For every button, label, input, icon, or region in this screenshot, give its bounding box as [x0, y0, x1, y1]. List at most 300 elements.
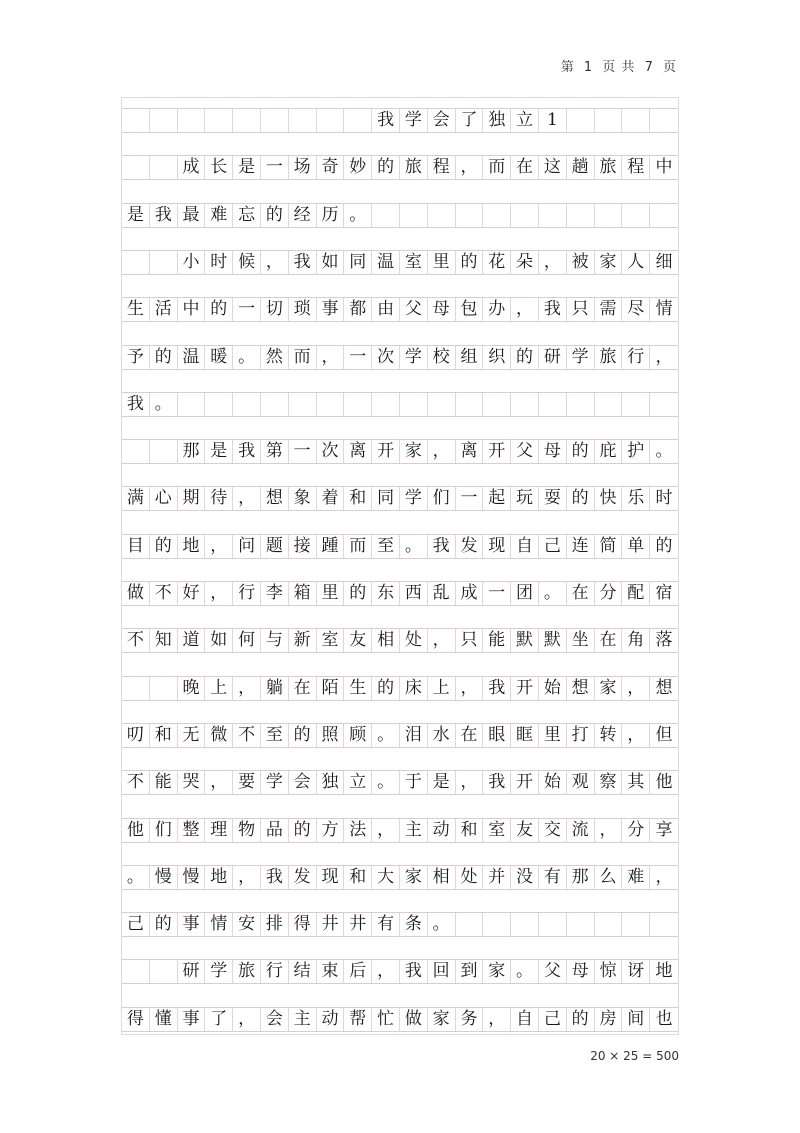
grid-cell	[567, 204, 595, 227]
grid-cell: 旅	[595, 346, 623, 369]
grid-cell: 护	[622, 440, 650, 463]
grid-cell: 井	[344, 913, 372, 936]
grid-cell: 分	[622, 819, 650, 842]
grid-cell	[150, 677, 178, 700]
grid-cell: 父	[511, 440, 539, 463]
grid-cell: 己	[539, 535, 567, 558]
grid-cell: 旅	[400, 156, 428, 179]
grid-cell	[122, 440, 150, 463]
grid-cell: 动	[428, 819, 456, 842]
grid-cell: ，	[539, 251, 567, 274]
grid-cell: 现	[483, 535, 511, 558]
grid-cell: 我	[289, 251, 317, 274]
grid-cell: 何	[233, 629, 261, 652]
grid-cell: 次	[372, 346, 400, 369]
grid-cell: 东	[372, 582, 400, 605]
grid-cell: 第	[261, 440, 289, 463]
grid-cell: 落	[655, 630, 673, 651]
grid-cell: 得	[289, 913, 317, 936]
grid-cell: 快	[595, 487, 623, 510]
page-label-suffix: 页	[662, 60, 677, 75]
grid-cell: 室	[483, 819, 511, 842]
grid-cell: 回	[428, 960, 456, 983]
grid-cell: 尽	[622, 298, 650, 321]
grid-cell	[205, 393, 233, 416]
grid-cell: ，	[595, 819, 623, 842]
grid-cell: 家	[428, 1008, 456, 1031]
grid-cell: 一	[483, 582, 511, 605]
grid-cell: 。	[150, 393, 178, 416]
grid-cell: 简	[595, 535, 623, 558]
grid-cell: 庇	[595, 440, 623, 463]
grid-cell: 默	[511, 629, 539, 652]
grid-cell: 与	[261, 629, 289, 652]
grid-cell: ，	[456, 156, 484, 179]
grid-cell: 眶	[511, 724, 539, 747]
grid-cell: 躺	[261, 677, 289, 700]
grid-cell: 单	[622, 535, 650, 558]
grid-cell: 地	[205, 866, 233, 889]
grid-cell: 包	[456, 298, 484, 321]
grid-cell: 无	[178, 724, 206, 747]
grid-cell: 己	[539, 1008, 567, 1031]
grid-cell: 乐	[622, 487, 650, 510]
grid-cell: 角	[622, 629, 650, 652]
grid-cell	[122, 156, 150, 179]
grid-cell: 不	[150, 582, 178, 605]
grid-cell: 好	[178, 582, 206, 605]
grid-cell: 都	[344, 298, 372, 321]
grid-cell: 眼	[483, 724, 511, 747]
text-row	[122, 770, 678, 795]
grid-cell: ，	[261, 251, 289, 274]
grid-cell: ，	[233, 1008, 261, 1031]
grid-cell: 生	[344, 677, 372, 700]
text-row	[122, 818, 678, 843]
grid-cell: 我	[150, 204, 178, 227]
grid-cell: 能	[150, 771, 178, 794]
grid-cell: 是	[428, 771, 456, 794]
grid-cell: 。	[539, 582, 567, 605]
grid-cell: 懂	[150, 1008, 178, 1031]
grid-cell: 。	[400, 535, 428, 558]
grid-cell: 那	[567, 866, 595, 889]
grid-cell: 和	[456, 819, 484, 842]
grid-cell: 处	[400, 629, 428, 652]
grid-cell: 细	[655, 251, 673, 272]
grid-cell: 校	[428, 346, 456, 369]
grid-cell: 至	[261, 724, 289, 747]
grid-cell	[622, 913, 650, 936]
grid-cell	[511, 204, 539, 227]
grid-cell: 友	[344, 629, 372, 652]
grid-cell	[456, 393, 484, 416]
grid-cell	[622, 393, 650, 416]
grid-cell: 织	[483, 346, 511, 369]
grid-cell: 主	[400, 819, 428, 842]
grid-cell: 学	[400, 487, 428, 510]
grid-cell: 做	[122, 582, 150, 605]
grid-cell: 的	[150, 535, 178, 558]
grid-cell: 需	[595, 298, 623, 321]
grid-cell: ，	[428, 440, 456, 463]
grid-cell: 程	[622, 156, 650, 179]
page-indicator	[559, 56, 679, 75]
grid-cell: 而	[344, 535, 372, 558]
grid-cell: 我	[261, 866, 289, 889]
grid-cell: 的	[344, 582, 372, 605]
grid-cell: 有	[372, 913, 400, 936]
grid-cell: 会	[289, 771, 317, 794]
grid-cell: 想	[261, 487, 289, 510]
grid-cell	[650, 913, 678, 936]
grid-cell: 他	[122, 819, 150, 842]
grid-cell: 了	[205, 1008, 233, 1031]
grid-cell: 的	[456, 251, 484, 274]
grid-cell: ，	[233, 677, 261, 700]
grid-cell: 那	[178, 440, 206, 463]
grid-cell: 小	[178, 251, 206, 274]
text-row	[122, 723, 678, 748]
grid-cell: 然	[261, 346, 289, 369]
grid-cell: 己	[122, 913, 150, 936]
grid-cell: 难	[622, 866, 650, 889]
grid-cell: 法	[344, 819, 372, 842]
grid-cell: 而	[289, 346, 317, 369]
grid-cell: ，	[205, 582, 233, 605]
grid-cell	[595, 393, 623, 416]
grid-cell: 情	[655, 299, 673, 320]
grid-cell: 不	[122, 629, 150, 652]
text-row	[122, 439, 678, 464]
grid-cell: 察	[595, 771, 623, 794]
grid-cell: 开	[483, 440, 511, 463]
grid-cell: 的	[372, 677, 400, 700]
grid-cell: 长	[205, 156, 233, 179]
grid-cell: 我	[372, 109, 400, 132]
grid-cell: 的	[289, 724, 317, 747]
grid-cell	[317, 109, 345, 132]
grid-cell: 旅	[595, 156, 623, 179]
grid-cell: 期	[178, 487, 206, 510]
grid-cell: 西	[400, 582, 428, 605]
grid-cell: 人	[622, 251, 650, 274]
grid-cell: 满	[122, 487, 150, 510]
grid-cell: 。	[122, 866, 150, 889]
grid-cell: 室	[400, 251, 428, 274]
grid-cell	[483, 913, 511, 936]
grid-cell: 主	[289, 1008, 317, 1031]
grid-cell: 我	[233, 440, 261, 463]
grid-cell: 想	[567, 677, 595, 700]
grid-cell	[122, 109, 150, 132]
grid-cell: 是	[205, 440, 233, 463]
grid-cell: ，	[511, 298, 539, 321]
grid-cell: 学	[205, 960, 233, 983]
grid-cell: 是	[122, 204, 150, 227]
grid-cell: 父	[539, 960, 567, 983]
text-row	[122, 676, 678, 701]
text-row	[122, 959, 678, 984]
grid-cell: 组	[456, 346, 484, 369]
manuscript-grid-paper	[121, 97, 679, 1035]
grid-cell: 地	[655, 961, 673, 982]
grid-cell: 。	[655, 441, 673, 462]
grid-cell: 晚	[178, 677, 206, 700]
grid-cell: 程	[428, 156, 456, 179]
grid-cell: 被	[567, 251, 595, 274]
grid-cell: 家	[400, 440, 428, 463]
grid-cell: 。	[372, 771, 400, 794]
grid-cell: 配	[622, 582, 650, 605]
grid-cell: 到	[456, 960, 484, 983]
grid-cell: 排	[261, 913, 289, 936]
grid-cell: 母	[567, 960, 595, 983]
grid-cell: 待	[205, 487, 233, 510]
text-row	[122, 392, 678, 417]
grid-cell	[205, 109, 233, 132]
grid-cell: 在	[289, 677, 317, 700]
grid-cell: 慢	[150, 866, 178, 889]
grid-cell: 场	[289, 156, 317, 179]
grid-cell	[122, 960, 150, 983]
grid-cell: 1	[539, 109, 567, 132]
grid-cell: 我	[428, 535, 456, 558]
grid-cell: 水	[428, 724, 456, 747]
grid-cell	[150, 440, 178, 463]
grid-cell: 玩	[511, 487, 539, 510]
grid-cell	[400, 393, 428, 416]
grid-cell: 次	[317, 440, 345, 463]
text-row	[122, 581, 678, 606]
grid-cell: 不	[122, 771, 150, 794]
grid-cell	[483, 393, 511, 416]
grid-cell: 在	[456, 724, 484, 747]
grid-cell: 暖	[205, 346, 233, 369]
grid-cell: 务	[456, 1008, 484, 1031]
grid-cell	[567, 913, 595, 936]
grid-cell: 乱	[428, 582, 456, 605]
grid-cell: ，	[233, 866, 261, 889]
grid-cell: 不	[233, 724, 261, 747]
grid-cell: 的	[655, 535, 673, 556]
grid-cell: 独	[483, 109, 511, 132]
grid-cell	[344, 393, 372, 416]
grid-cell	[595, 204, 623, 227]
grid-cell: 生	[122, 298, 150, 321]
grid-cell: 最	[178, 204, 206, 227]
grid-cell	[372, 393, 400, 416]
grid-cell: 相	[428, 866, 456, 889]
grid-cell: 动	[317, 1008, 345, 1031]
grid-cell: 们	[150, 819, 178, 842]
grid-cell: 的	[150, 913, 178, 936]
grid-cell: 转	[595, 724, 623, 747]
grid-cell	[456, 204, 484, 227]
grid-cell: ，	[655, 866, 673, 887]
grid-cell: 哭	[178, 771, 206, 794]
grid-cell: 流	[567, 819, 595, 842]
total-pages: 7	[644, 60, 654, 75]
grid-cell: 情	[205, 913, 233, 936]
text-row	[122, 912, 678, 937]
current-page: 1	[583, 60, 594, 75]
grid-cell: 陌	[317, 677, 345, 700]
grid-cell: 一	[289, 440, 317, 463]
grid-cell	[372, 204, 400, 227]
grid-cell: 事	[317, 298, 345, 321]
grid-cell: 独	[317, 771, 345, 794]
grid-cell: 目	[122, 535, 150, 558]
grid-cell: 的	[150, 346, 178, 369]
grid-cell	[539, 204, 567, 227]
grid-cell: 们	[428, 487, 456, 510]
grid-cell: 我	[483, 677, 511, 700]
grid-cell: 在	[567, 582, 595, 605]
grid-cell: 我	[122, 393, 150, 416]
text-row	[122, 297, 678, 322]
grid-cell: 享	[655, 819, 673, 840]
grid-cell: 知	[150, 629, 178, 652]
grid-cell: 如	[317, 251, 345, 274]
grid-cell: 学	[261, 771, 289, 794]
grid-cell: 中	[655, 157, 673, 178]
grid-cell: 历	[317, 204, 345, 227]
grid-cell: 耍	[539, 487, 567, 510]
grid-cell: 象	[289, 487, 317, 510]
grid-cell: 踵	[317, 535, 345, 558]
grid-cell: 事	[178, 1008, 206, 1031]
grid-cell	[317, 393, 345, 416]
grid-cell: 大	[372, 866, 400, 889]
grid-cell: 始	[539, 771, 567, 794]
grid-cell	[178, 393, 206, 416]
grid-cell: 成	[178, 156, 206, 179]
grid-cell: 予	[122, 346, 150, 369]
grid-cell: 发	[289, 866, 317, 889]
grid-cell: 他	[655, 772, 673, 793]
grid-cell: ，	[622, 677, 650, 700]
grid-cell: 但	[655, 724, 673, 745]
grid-cell: 和	[344, 866, 372, 889]
grid-cell	[622, 109, 650, 132]
grid-cell: 的	[567, 487, 595, 510]
grid-cell: 讶	[622, 960, 650, 983]
grid-cell: 中	[178, 298, 206, 321]
grid-cell: 的	[205, 298, 233, 321]
grid-cell	[483, 204, 511, 227]
grid-cell: 没	[511, 866, 539, 889]
grid-cell	[650, 204, 678, 227]
grid-cell: 开	[511, 771, 539, 794]
grid-cell: 题	[261, 535, 289, 558]
grid-cell: 和	[344, 487, 372, 510]
grid-cell: 家	[400, 866, 428, 889]
grid-cell: 家	[483, 960, 511, 983]
page-label-mid: 页 共	[602, 60, 636, 75]
text-row	[122, 534, 678, 559]
grid-cell: 的	[567, 440, 595, 463]
grid-cell: 切	[261, 298, 289, 321]
grid-cell: 由	[372, 298, 400, 321]
grid-cell: 后	[344, 960, 372, 983]
grid-cell	[261, 393, 289, 416]
grid-cell: 的	[511, 346, 539, 369]
grid-cell: 候	[233, 251, 261, 274]
grid-cell: 行	[233, 582, 261, 605]
grid-cell: 。	[511, 960, 539, 983]
grid-cell: 始	[539, 677, 567, 700]
grid-cell: 交	[539, 819, 567, 842]
grid-cell: 微	[205, 724, 233, 747]
text-row	[122, 345, 678, 370]
grid-cell	[456, 913, 484, 936]
grid-cell: 箱	[289, 582, 317, 605]
grid-cell: ，	[233, 487, 261, 510]
page-label-prefix: 第	[560, 60, 575, 75]
grid-cell: 父	[400, 298, 428, 321]
grid-cell: 我	[539, 298, 567, 321]
text-row	[122, 865, 678, 890]
grid-cell: 着	[317, 487, 345, 510]
grid-cell: 妙	[344, 156, 372, 179]
grid-cell: 里	[428, 251, 456, 274]
grid-cell: 一	[261, 156, 289, 179]
grid-cell: 忘	[233, 204, 261, 227]
text-row	[122, 1007, 678, 1032]
grid-cell: 室	[317, 629, 345, 652]
grid-cell: ，	[205, 535, 233, 558]
grid-cell: ，	[622, 724, 650, 747]
grid-cell: 其	[622, 771, 650, 794]
grid-cell: 也	[655, 1008, 673, 1029]
grid-cell: 会	[261, 1008, 289, 1031]
grid-cell: 上	[205, 677, 233, 700]
grid-cell: 要	[233, 771, 261, 794]
grid-cell: 家	[595, 251, 623, 274]
grid-cell: 物	[233, 819, 261, 842]
grid-cell: 整	[178, 819, 206, 842]
grid-cell	[178, 109, 206, 132]
grid-cell	[511, 393, 539, 416]
grid-cell: 至	[372, 535, 400, 558]
grid-cell: 并	[483, 866, 511, 889]
grid-cell: ，	[205, 771, 233, 794]
grid-size-footer: 20 × 25 = 500	[590, 1049, 679, 1063]
grid-cell: 行	[261, 960, 289, 983]
grid-cell: 如	[205, 629, 233, 652]
grid-cell: 琐	[289, 298, 317, 321]
grid-cell: 李	[261, 582, 289, 605]
grid-cell: 自	[511, 1008, 539, 1031]
grid-cell: 处	[456, 866, 484, 889]
text-row	[122, 250, 678, 275]
grid-cell: 趟	[567, 156, 595, 179]
grid-cell: ，	[317, 346, 345, 369]
grid-cell: 问	[233, 535, 261, 558]
grid-cell: 事	[178, 913, 206, 936]
grid-cell	[539, 393, 567, 416]
grid-cell: 宿	[655, 583, 673, 603]
grid-cell: 一	[456, 487, 484, 510]
grid-cell	[567, 393, 595, 416]
grid-cell: ，	[655, 346, 673, 367]
grid-cell: 里	[317, 582, 345, 605]
grid-cell	[595, 913, 623, 936]
grid-cell	[428, 204, 456, 227]
grid-cell: 同	[372, 487, 400, 510]
grid-cell: 默	[539, 629, 567, 652]
